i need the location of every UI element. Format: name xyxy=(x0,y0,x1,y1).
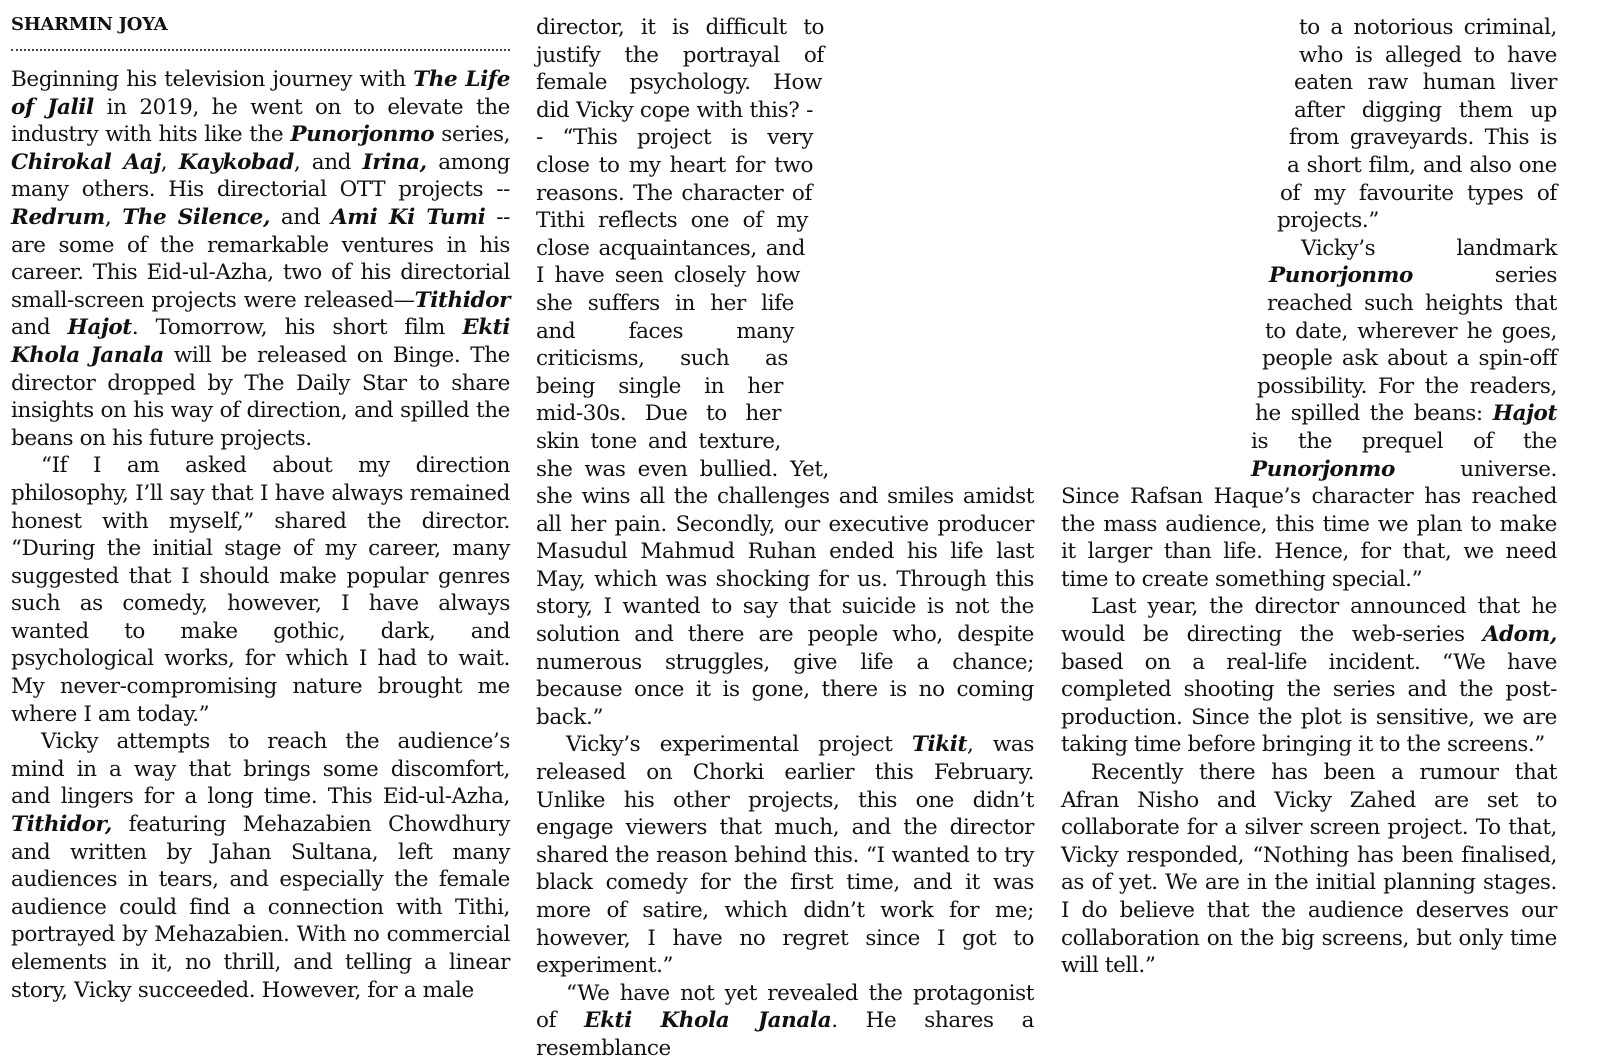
layout-cutout xyxy=(1061,378,1255,406)
layout-cutout xyxy=(808,210,1034,238)
layout-cutout xyxy=(1061,154,1280,182)
layout-cutout xyxy=(794,322,1034,350)
layout-cutout xyxy=(783,378,1034,406)
article-column-3 xyxy=(1061,14,1557,980)
text-run: based on a real-life incident. “We have completed shooting the series and the post-production. Since the plot is sensitive, we are taking time before bringing it to the screens.” xyxy=(1061,649,1557,758)
paragraph xyxy=(536,980,1034,1063)
title-emphasis: Redrum xyxy=(11,204,105,230)
title-emphasis: Irina, xyxy=(362,149,427,175)
layout-cutout xyxy=(800,266,1034,294)
layout-cutout xyxy=(805,238,1034,266)
layout-cutout xyxy=(1061,294,1265,322)
text-run: , was released on Chorki earlier this February. Unlike his other projects, this one didn’t engage viewers that much, and the director shared the reason behind this. “I wanted to try black comedy for the first time, and it was more of satire, which didn’t work for me; however, I have no regret since I got to experiment.” xyxy=(536,732,1034,979)
text-run: featuring Mehazabien Chowdhury and written by Jahan Sultana, left many audiences in tears, and especially the female audience could find a connection with Tithi, portrayed by Mehazabien. With no commercial elements in it, no thrill, and telling a linear story, Vicky succeeded. However, for a male xyxy=(11,812,510,1003)
title-emphasis: Punorjonmo xyxy=(1251,456,1395,482)
title-emphasis: Punorjonmo xyxy=(1269,263,1413,289)
layout-cutout xyxy=(1061,322,1262,350)
layout-cutout xyxy=(824,42,1034,70)
text-run: Vicky’s experimental project xyxy=(566,732,912,758)
layout-cutout xyxy=(1061,14,1299,42)
paragraph xyxy=(11,728,510,1004)
layout-cutout xyxy=(812,182,1034,210)
title-emphasis: Ekti Khola Janala xyxy=(11,315,510,368)
text-run: -- are some of the remarkable ventures in his career. This Eid-ul-Azha, two of his directorial small-screen projects were released— xyxy=(11,204,510,313)
title-emphasis: Kaykobad xyxy=(178,149,294,175)
text-run: . He shares a resemblance xyxy=(536,1008,1034,1061)
layout-cutout xyxy=(1061,434,1251,462)
text-run: , xyxy=(104,204,123,230)
text-run: series, xyxy=(434,122,511,148)
text-run: among many others. His directorial OTT projects -- xyxy=(11,149,511,203)
text-run: in 2019, he went on to elevate the industry with hits like the xyxy=(11,94,511,148)
text-run: will be released on Binge. The director dropped by The Daily Star to share insights on his way of direction, and spilled the beans on his future projects. xyxy=(11,342,510,451)
layout-cutout xyxy=(822,70,1034,98)
title-emphasis: Punorjonmo xyxy=(290,122,435,148)
title-emphasis: Chirokal Aaj xyxy=(11,149,161,175)
title-emphasis: Hajot xyxy=(67,315,132,341)
title-emphasis: Tikit xyxy=(911,732,968,758)
layout-cutout xyxy=(813,98,1034,126)
title-emphasis: The Silence, xyxy=(122,204,271,230)
text-run: . Tomorrow, his short film xyxy=(131,315,463,341)
layout-cutout xyxy=(1061,210,1271,238)
paragraph xyxy=(11,452,510,728)
layout-cutout xyxy=(1061,182,1277,210)
byline: SHARMIN JOYA xyxy=(11,14,168,35)
text-run: , and xyxy=(293,149,363,175)
layout-cutout xyxy=(813,154,1034,182)
title-emphasis: Ekti Khola Janala xyxy=(584,1008,832,1034)
layout-cutout xyxy=(1061,98,1289,126)
paragraph xyxy=(536,731,1034,979)
layout-cutout xyxy=(1061,126,1287,154)
layout-cutout xyxy=(813,126,1034,154)
title-emphasis: The Life of Jalil xyxy=(11,67,510,120)
text-run: Recently there has been a rumour that Afran Nisho and Vicky Zahed are set to collaborate for a silver screen project. To that, Vicky responded, “Nothing has been finalised, as of yet. We are in the initial planning stages. I do believe that the audience deserves our collaboration on the big screens, but only time will tell.” xyxy=(1061,760,1557,979)
title-emphasis: Adom, xyxy=(1482,622,1557,648)
layout-cutout xyxy=(788,350,1034,378)
text-run: director, it is difficult to justify the portrayal of female psychology. How did Vicky cope with this? -- “This project is very close to my heart for two reasons. The character of Tithi reflects one of my close acquaintances, and I have seen closely how she suffers in her life and faces many criticisms, such as being single in her mid-30s. Due to her skin tone and texture, she was even bullied. Yet, she wins all the challenges and smiles amidst all her pain. Secondly, our executive producer Masudul Mahmud Ruhan ended his life last May, which was shocking for us. Through this story, I wanted to say that suicide is not the solution and there are people who, despite numerous struggles, give life a chance; because once it is gone, there is no coming back.” xyxy=(536,15,1034,730)
text-run: and xyxy=(270,204,331,230)
text-run: Beginning his television journey with xyxy=(11,67,414,92)
layout-cutout xyxy=(1061,350,1257,378)
article-column-2 xyxy=(536,14,1034,1063)
text-run: Vicky attempts to reach the audience’s mind in a way that brings some discomfort, and lingers for a long time. This Eid-ul-Azha, xyxy=(11,729,510,810)
paragraph xyxy=(1061,593,1557,759)
layout-cutout xyxy=(1061,266,1267,294)
text-run: Last year, the director announced that he would be directing the web-series xyxy=(1061,594,1557,648)
text-run: Vicky’s landmark xyxy=(1301,235,1557,261)
text-run: “If I am asked about my direction philosophy, I’ll say that I have always remained honest with myself,” shared the director. “During the initial stage of my career, many suggested that I should make popular genres such as comedy, however, I have always wanted to make gothic, dark, and psychological works, for which I had to wait. My never-compromising nature brought me where I am today.” xyxy=(11,453,510,727)
title-emphasis: Hajot xyxy=(1492,401,1557,427)
layout-cutout xyxy=(1061,42,1294,70)
text-run: , xyxy=(160,149,179,175)
text-run: series reached such heights that to date, wherever he goes, people ask about a spin-off possibility. For the readers, he spilled the beans: xyxy=(1255,263,1557,427)
text-run: and xyxy=(11,315,68,341)
text-run: “We have not yet revealed the protagonist of xyxy=(536,980,1034,1034)
byline-divider xyxy=(11,49,510,51)
paragraph xyxy=(1061,759,1557,980)
text-run: is the prequel of the xyxy=(1251,428,1557,454)
layout-cutout xyxy=(781,406,1034,434)
title-emphasis: Tithidor xyxy=(414,287,510,313)
layout-cutout xyxy=(829,434,1034,462)
text-run: to a notorious criminal, who is alleged to have eaten raw human liver after digging them up from graveyards. This is a short film, and also one of my favourite types of projects.” xyxy=(1277,15,1557,234)
layout-cutout xyxy=(794,294,1034,322)
title-emphasis: Tithidor, xyxy=(11,812,112,838)
layout-cutout xyxy=(1061,238,1269,266)
text-run: universe. Since Rafsan Haque’s character has reached the mass audience, this time we plan to make it larger than life. Hence, for that, we need time to create something special.” xyxy=(1061,456,1557,592)
title-emphasis: Ami Ki Tumi xyxy=(330,204,486,230)
layout-cutout xyxy=(1061,406,1247,434)
paragraph xyxy=(11,66,510,452)
article-column-1 xyxy=(11,66,510,1004)
layout-cutout xyxy=(1061,70,1294,98)
layout-cutout xyxy=(824,14,1034,42)
